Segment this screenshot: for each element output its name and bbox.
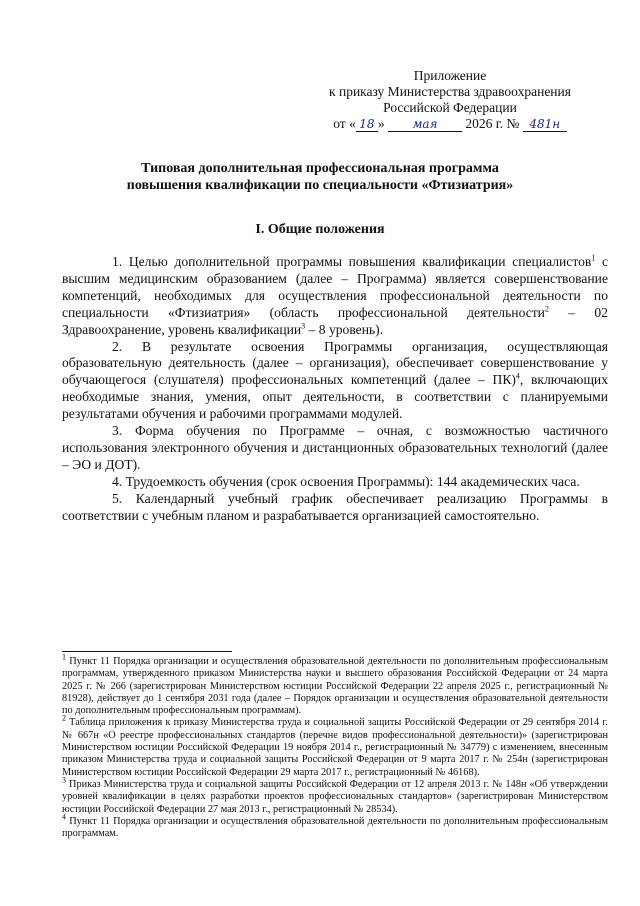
footnote-ref-2: 2	[544, 304, 549, 314]
footnote-3	[62, 775, 608, 816]
footnote-ref-1: 1	[591, 253, 596, 263]
paragraph-2-text-b: , включающих необходимые знания, умения, опыт деятельности, в соответствии с планируемыми результатами обучения и рабочими программами модулей.	[62, 372, 608, 422]
document-body	[62, 254, 608, 525]
date-month: мая	[388, 117, 462, 132]
section-heading: I. Общие положения	[255, 222, 385, 237]
paragraph-1	[62, 254, 608, 339]
footnote-ref-4: 4	[515, 371, 520, 381]
footnote-2-mark: 2	[62, 714, 66, 724]
footnote-1-mark: 1	[62, 652, 66, 662]
date-prefix: от «	[333, 116, 356, 131]
footnotes	[62, 652, 608, 840]
paragraph-1-text-a: 1. Целью дополнительной программы повышения квалификации специалистов	[112, 254, 592, 269]
appendix-header	[300, 68, 600, 132]
paragraph-1-text-d: – 8 уровень).	[305, 321, 384, 337]
date-day: 18	[356, 117, 378, 132]
title-line-2: повышения квалификации по специальности «Фтизиатрия»	[126, 178, 514, 193]
paragraph-2	[62, 339, 608, 424]
date-quote: »	[377, 116, 385, 131]
footnote-2-text: Таблица приложения к приказу Министерства труда и социальной защиты Российской Федерации от 29 сентября 2014 г. № 667н «О реестре профессиональных стандартов (перечне видов профессиональной деятельности)» (зарегистрирован Министерством юстиции Российской Федерации 19 ноября 2014 г., регистрационный № 34779) с изменением, внесенным приказом Министерства труда и социальной защиты Российской Федерации от 9 марта 2017 г. № 254н (зарегистрирован Министерством юстиции Российской Федерации 29 марта 2017 г., регистрационный № 46168).	[62, 717, 608, 778]
order-number: 481н	[523, 117, 567, 132]
paragraph-1-text-c: – 02 Здравоохранение, уровень квалификации	[62, 304, 608, 337]
footnote-1	[62, 652, 608, 717]
title-line-1: Типовая дополнительная профессиональная программа	[141, 161, 499, 176]
footnote-3-text: Приказ Министерства труда и социальной защиты Российской Федерации от 12 апреля 2013 г. № 148н «Об утверждении уровней квалификации в целях разработки проектов профессиональных стандартов» (зарегистрирован Министерством юстиции Российской Федерации 27 мая 2013 г., регистрационный № 28534).	[62, 778, 608, 815]
paragraph-2-text-a: 2. В результате освоения Программы организация, осуществляющая образовательную деятельность (далее – организация), обеспечивает совершенствование у обучающегося (слушателя) профессиональных компетенций (далее – ПК)	[62, 338, 608, 388]
footnote-ref-3: 3	[301, 321, 306, 331]
paragraph-4: 4. Трудоемкость обучения (срок освоения Программы): 144 академических часа.	[112, 473, 580, 489]
appendix-country: Российской Федерации	[383, 100, 517, 115]
paragraph-1-text-b: с высшим медицинским образованием (далее – Программа) является совершенствование компетенций, необходимых для осуществления профессиональной деятельности по специальности «Фтизиатрия» (область профессиональной деятельности	[62, 254, 608, 320]
footnote-4	[62, 812, 608, 841]
appendix-label: Приложение	[413, 68, 487, 83]
footnote-divider	[62, 651, 232, 652]
footnote-2	[62, 714, 608, 778]
appendix-order-ref: к приказу Министерства здравоохранения	[329, 84, 571, 99]
footnote-1-text: Пункт 11 Порядка организации и осуществления образовательной деятельности по дополнительным профессиональным программам, утвержденного приказом Министерства науки и высшего образования Российской Федерации от 24 марта 2025 г. № 266 (зарегистрирован Министерством юстиции Российской Федерации 22 апреля 2025 г., регистрационный № 81928), действует до 1 сентября 2031 года (далее – Порядок организации и осуществления образовательной деятельности по дополнительным профессиональным программам).	[62, 656, 608, 717]
paragraph-5: 5. Календарный учебный график обеспечивает реализацию Программы в соответствии с учебным планом и разрабатывается организацией самостоятельно.	[62, 490, 608, 523]
footnote-4-mark: 4	[62, 812, 66, 822]
paragraph-3: 3. Форма обучения по Программе – очная, с возможностью частичного использования электронного обучения и дистанционных образовательных технологий (далее – ЭО и ДОТ).	[62, 423, 608, 472]
footnote-4-text: Пункт 11 Порядка организации и осуществления образовательной деятельности по дополнительным профессиональным программам.	[62, 815, 608, 840]
footnote-3-mark: 3	[62, 775, 66, 785]
document-title	[80, 160, 560, 194]
appendix-date-line	[300, 116, 600, 132]
date-year: 2026 г. №	[465, 116, 520, 131]
